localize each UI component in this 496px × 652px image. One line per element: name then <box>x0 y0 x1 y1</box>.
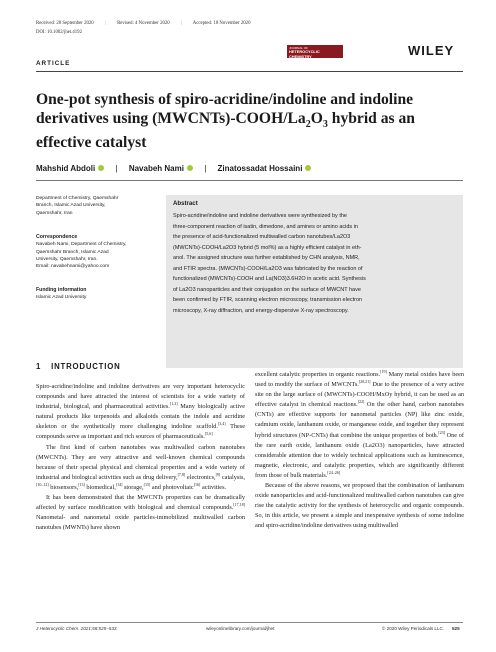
doi[interactable]: DOI: 10.1002/jhet.4192 <box>36 30 82 35</box>
author-list: Mahshid Abdoli | Navabeh Nami | Zinatossadat Hossaini <box>36 164 311 173</box>
citation-ref[interactable]: [22] <box>357 399 365 405</box>
author-3[interactable]: Zinatossadat Hossaini <box>217 164 303 173</box>
citation-ref[interactable]: [3,4] <box>217 421 226 427</box>
citation-ref[interactable]: [5,6] <box>204 431 213 437</box>
citation: J Heterocyclic Chem. 2021;58:525–533. <box>36 626 118 631</box>
publisher-logo: WILEY <box>408 43 455 58</box>
citation-ref[interactable]: [7,8] <box>177 471 186 477</box>
section-heading: 1 INTRODUCTION <box>36 362 121 371</box>
page-number: 525 <box>452 626 460 631</box>
abstract-text: Spiro-acridine/indoline and indoline derivatives were synthesized by the three-component reaction of isatin, dimedone, and amines or amino acids in the presence of acid-functionalized multiwalled carbon nanotubes/La2O3 (MWCNTs)-COOH/La2O3 hybrid (5 mol%) as a highly efficient catalyst in eth- anol. The assigned structure was further established by CHN analysis, NMR, and FTIR spectra. (MWCNTs)-COOH/La2O3 was fabricated by the reaction of functionalized (MWCNTs)-COOH and La(NO3)3.6H2O in acetic acid. Synthesis of La2O3 nanoparticles and their conjugation on the surface of MWCNT have been confirmed by FTIR, scanning electron microscopy, transmission electron microscopy, X-ray diffraction, and energy-dispersive X-ray spectroscopy. <box>173 213 366 314</box>
citation-ref[interactable]: [10–12] <box>36 481 49 487</box>
funding-info: Funding information Islamic Azad University <box>36 287 87 301</box>
citation-ref[interactable]: [23] <box>438 429 445 435</box>
title-line-3: effective catalyst <box>36 134 147 152</box>
paragraph: The first kind of carbon nanotubes was multiwalled carbon nanotubes (MWCNTs). They are very attractive and well-known chemical compounds because of their special physical and chemical properties and a wide variety of industrial and biological activities such as drug delivery,[7,8] electronics,[9] catalysis,[10–12] biosensors,[13] biomedical,[14] storage,[15] and photovoltaic[16] activities. <box>36 443 245 491</box>
received-date: Received: 28 September 2020 <box>36 21 94 26</box>
paragraph: excellent catalytic properties in organic reactions.[19] Many metal oxides have been used to modify the surface of MWCNTs.[20,21] Due to the presence of a very active site on the large surface of (MWCNTs)-COOH/MxOy hybrid, it can be used as an effective catalyst in chemical reactions.[22] On the other hand, carbon nanotubes (CNTs) are effective supports for nanometal particles (NP) like zinc oxide, cadmium oxide, lanthanum oxide, or manganese oxide, and together they represent hybrid structures (NP-CNTs) that combine the unique properties of both.[23] One of the rare earth oxide, lanthanum oxide (La2O3) nanoparticles, have attracted considerable attention due to widely technical applications such as luminescence, magnetic, electronic, and catalytic properties, which are significantly different from those of bulk materials.[24–26] <box>255 368 464 479</box>
citation-ref[interactable]: [1,2] <box>169 401 178 407</box>
citation-ref[interactable]: [15] <box>143 481 151 487</box>
copyright: © 2020 Wiley Periodicals LLC. <box>382 626 445 631</box>
header-rule <box>36 71 463 72</box>
author-2[interactable]: Navabeh Nami <box>128 164 184 173</box>
citation-ref[interactable]: [13] <box>78 481 85 487</box>
accepted-date: Accepted: 18 November 2020 <box>192 21 251 26</box>
correspondence-heading: Correspondence <box>36 234 78 240</box>
footer-rule <box>36 622 463 623</box>
citation-ref[interactable]: [17,18] <box>233 502 245 508</box>
journal-logo: JOURNAL OF HETEROCYCLIC CHEMISTRY <box>287 45 343 58</box>
article-type: ARTICLE <box>36 60 71 67</box>
journal-url[interactable]: wileyonlinelibrary.com/journal/jhet <box>206 626 275 631</box>
abstract-heading: Abstract <box>173 200 198 207</box>
paragraph: Because of the above reasons, we proposed that the combination of lanthanum oxide nanoparticles and acid-functionalized multiwalled carbon nanotubes can give rise the catalytic activity for the synthesis of heterocyclic and organic compounds. So, in this article, we present a simple and inexpensive synthesis of some indoline and spiro-acridine/indoline derivatives using multiwalled <box>255 482 464 530</box>
article-title <box>36 91 466 153</box>
title-line-2: derivatives using $(MWCNTs)-COOH/La_2O_3$ hybrid as an <box>36 109 415 130</box>
paragraph: Spiro-acridine/indoline and indoline derivatives are very important heterocyclic compounds and have attracted the interest of scientists for a wide variety of industrial, biological, and pharmaceutical activities.[1,2] Many biologically active natural products like terpenoids and alkaloids contain the indole and acridine skeleton or the synthetically more challenging indoline scaffold.[3,4] These compounds serve as important and rich sources of pharmaceuticals.[5,6] <box>36 383 245 441</box>
revised-date: Revised: 4 November 2020 <box>117 21 170 26</box>
orcid-icon[interactable] <box>187 165 193 171</box>
left-column <box>36 382 245 533</box>
correspondence-email[interactable]: Email: navabehnami@yahoo.com <box>36 264 110 270</box>
citation-ref[interactable]: [24–26] <box>327 469 341 475</box>
publication-dates: Received: 28 September 2020 | Revised: 4 November 2020 | Accepted: 18 November 2020 <box>36 21 251 26</box>
citation-ref[interactable]: [9] <box>215 471 221 477</box>
right-column <box>255 370 464 532</box>
citation-ref[interactable]: [16] <box>193 481 201 487</box>
correspondence: Correspondence Navabeh Nami, Department of Chemistry, Qaemshahr Branch, Islamic Azad University, Qaemshahr, Iran. Email: navabehnami@yahoo.com <box>36 234 151 270</box>
funding-heading: Funding information <box>36 287 87 293</box>
title-line-1: One-pot synthesis of spiro-acridine/indoline and indoline <box>36 91 414 108</box>
paragraph: It has been demonstrated that the MWCNTs properties can be dramatically affected by surface modification with biological and chemical compounds.[17,18] Nanometal- and nanometal oxide particles-immobilized multiwalled carbon nanotubes (MWNTs) have shown <box>36 494 245 532</box>
citation-ref[interactable]: [14] <box>115 481 123 487</box>
affiliation: Department of Chemistry, Qaemshahr Branch, Islamic Azad University, Qaemshahr, Iran <box>36 196 119 216</box>
citation-ref[interactable]: [20,21] <box>358 379 371 385</box>
orcid-icon[interactable] <box>305 165 311 171</box>
orcid-icon[interactable] <box>98 165 104 171</box>
author-1[interactable]: Mahshid Abdoli <box>36 164 96 173</box>
author-rule <box>36 180 463 181</box>
citation-ref[interactable]: [19] <box>380 368 387 374</box>
